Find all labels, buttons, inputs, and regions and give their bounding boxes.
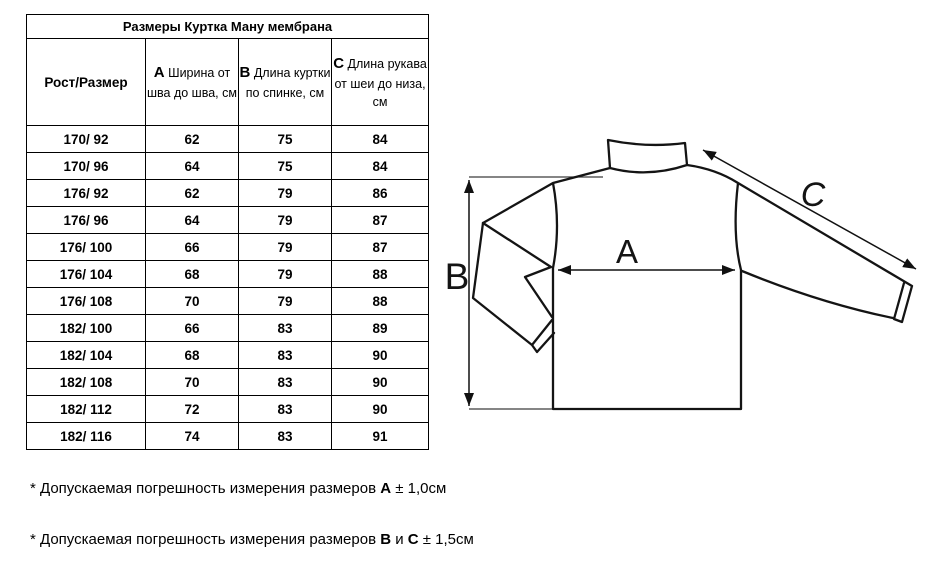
- size-cell: 182/ 112: [27, 396, 146, 423]
- table-header-row: [27, 39, 429, 126]
- footnote-tolerance-a: * Допускаемая погрешность измерения размеров A ± 1,0см: [30, 480, 447, 497]
- dimension-label-b: B: [444, 256, 470, 297]
- table-row: 170/ 96 64 75 84: [27, 153, 429, 180]
- table-row: 176/ 104 68 79 88: [27, 261, 429, 288]
- table-row: 176/ 100 66 79 87: [27, 234, 429, 261]
- size-cell: 176/ 96: [27, 207, 146, 234]
- size-cell: 182/ 108: [27, 369, 146, 396]
- size-cell: 176/ 108: [27, 288, 146, 315]
- table-row: 182/ 108 70 83 90: [27, 369, 429, 396]
- header-letter-a: A: [153, 64, 165, 82]
- header-col-b: [239, 39, 332, 126]
- size-cell: 176/ 100: [27, 234, 146, 261]
- jacket-diagram: [430, 125, 932, 425]
- size-cell: 170/ 92: [27, 126, 146, 153]
- jacket-outline: [473, 140, 912, 409]
- header-text-a: Ширина от шва до шва, см: [147, 66, 237, 100]
- header-letter-b: B: [239, 64, 251, 82]
- footnote-letter-c: C: [407, 531, 419, 548]
- jacket-left-sleeve: [473, 223, 554, 352]
- header-rost-razmer: Рост/Размер: [27, 39, 146, 126]
- header-text-b: Длина куртки по спинке, см: [245, 66, 331, 100]
- table-row: 182/ 104 68 83 90: [27, 342, 429, 369]
- size-cell: 176/ 104: [27, 261, 146, 288]
- dimension-label-c: C: [800, 176, 826, 214]
- table-row: 182/ 116 74 83 91: [27, 423, 429, 450]
- footnote-tolerance-bc: * Допускаемая погрешность измерения размеров B и C ± 1,5см: [30, 531, 474, 548]
- size-cell: 182/ 116: [27, 423, 146, 450]
- dimension-label-a: A: [615, 233, 639, 270]
- size-cell: 182/ 100: [27, 315, 146, 342]
- table-row: 176/ 92 62 79 86: [27, 180, 429, 207]
- table-row: 182/ 100 66 83 89: [27, 315, 429, 342]
- table-title: Размеры Куртка Ману мембрана: [27, 15, 429, 39]
- size-cell: 182/ 104: [27, 342, 146, 369]
- header-text-c: Длина рукава от шеи до низа, см: [334, 57, 427, 109]
- table-row: 170/ 92 62 75 84: [27, 126, 429, 153]
- table-row: 176/ 96 64 79 87: [27, 207, 429, 234]
- size-cell: 176/ 92: [27, 180, 146, 207]
- size-table: [26, 14, 429, 450]
- jacket-collar: [608, 140, 687, 172]
- header-letter-c: C: [333, 55, 345, 72]
- header-col-a: [146, 39, 239, 126]
- size-cell: 170/ 96: [27, 153, 146, 180]
- footnote-letter-a: A: [380, 480, 392, 497]
- footnote-letter-b: B: [380, 531, 392, 548]
- jacket-body: [483, 165, 912, 409]
- header-col-c: [332, 39, 429, 126]
- table-row: 176/ 108 70 79 88: [27, 288, 429, 315]
- table-row: 182/ 112 72 83 90: [27, 396, 429, 423]
- table-title-row: [27, 15, 429, 39]
